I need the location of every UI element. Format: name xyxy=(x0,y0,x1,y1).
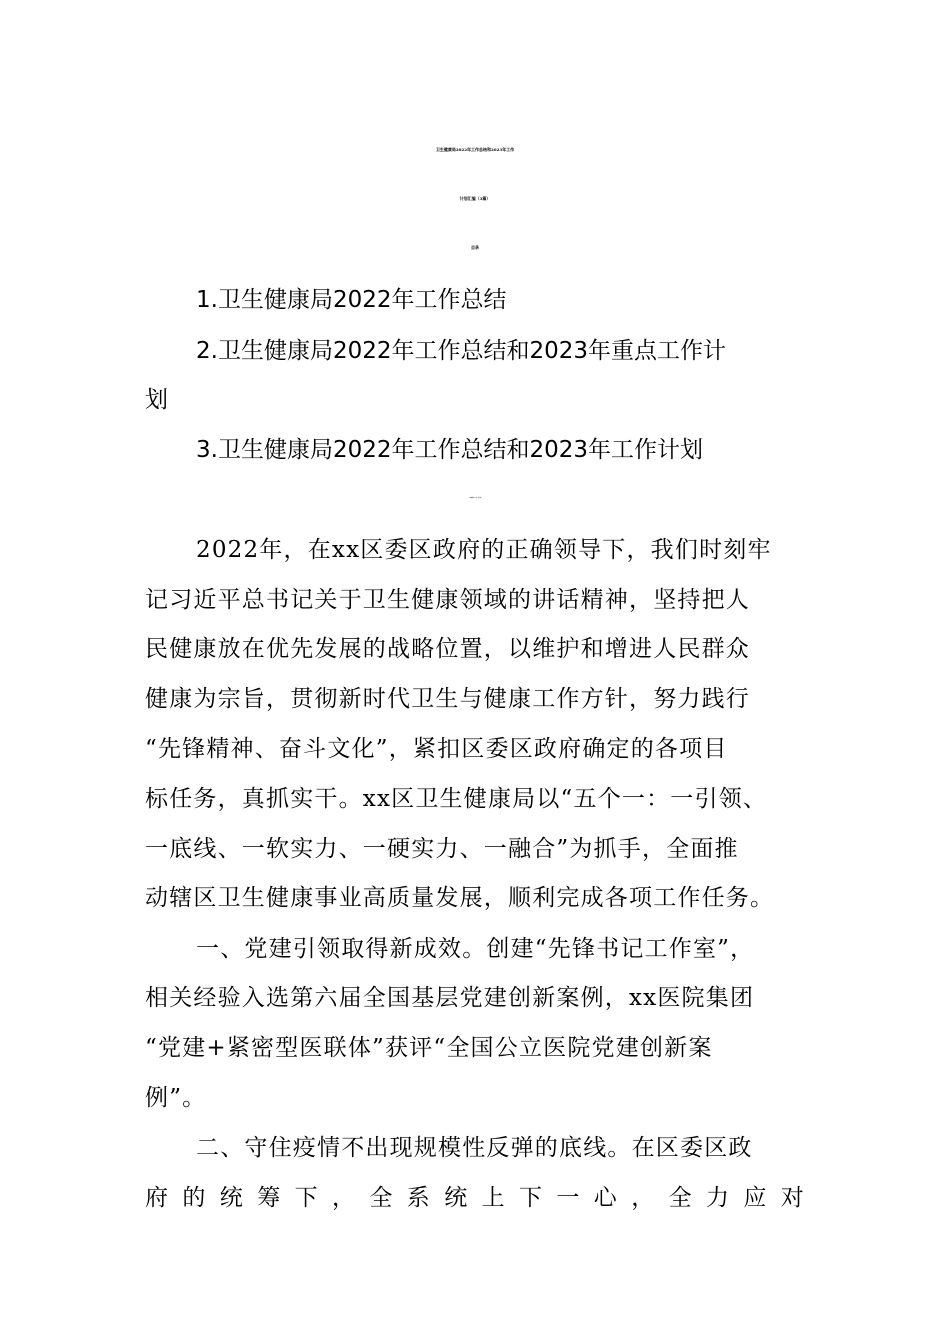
section-title: 卫生健康局2022年工作总结 xyxy=(468,498,482,499)
body-line: 府的统筹下，全系统上下一心，全力应对 xyxy=(145,1185,805,1211)
toc-heading: 目录 xyxy=(471,245,479,250)
document-title-line-2: 计划汇编（3篇） xyxy=(459,196,491,201)
body-line: 一、党建引领取得新成效。创建“先锋书记工作室”， xyxy=(196,936,755,962)
toc-item-1[interactable]: 1.卫生健康局2022年工作总结 xyxy=(196,287,507,313)
document-title-line-1: 卫生健康局2022年工作总结和2023年工作 xyxy=(435,147,515,152)
body-line: 记习近平总书记关于卫生健康领域的讲话精神，坚持把人 xyxy=(145,587,750,613)
body-line: 一底线、一软实力、一硬实力、一融合”为抓手，全面推 xyxy=(145,836,739,862)
body-line: 标任务，真抓实干。xx区卫生健康局以“五个一：一引领、 xyxy=(145,786,768,812)
body-line: 二、守住疫情不出现规模性反弹的底线。在区委区政 xyxy=(196,1135,753,1161)
body-line: 2022年，在xx区委区政府的正确领导下，我们时刻牢 xyxy=(196,537,772,563)
toc-item-3[interactable]: 3.卫生健康局2022年工作总结和2023年工作计划 xyxy=(196,437,704,463)
toc-item-2-continued[interactable]: 划 xyxy=(145,387,168,413)
body-line: 例”。 xyxy=(145,1085,207,1111)
body-line: 健康为宗旨，贯彻新时代卫生与健康工作方针，努力践行 xyxy=(145,686,750,712)
body-line: “党建+紧密型医联体”获评“全国公立医院党建创新案 xyxy=(145,1035,713,1061)
body-line: 相关经验入选第六届全国基层党建创新案例，xx医院集团 xyxy=(145,985,755,1011)
body-line: 动辖区卫生健康事业高质量发展，顺利完成各项工作任务。 xyxy=(145,885,775,911)
toc-item-2[interactable]: 2.卫生健康局2022年工作总结和2023年重点工作计 xyxy=(196,338,727,364)
body-line: 民健康放在优先发展的战略位置，以维护和增进人民群众 xyxy=(145,636,750,662)
body-line: “先锋精神、奋斗文化”，紧扣区委区政府确定的各项目 xyxy=(145,736,728,762)
